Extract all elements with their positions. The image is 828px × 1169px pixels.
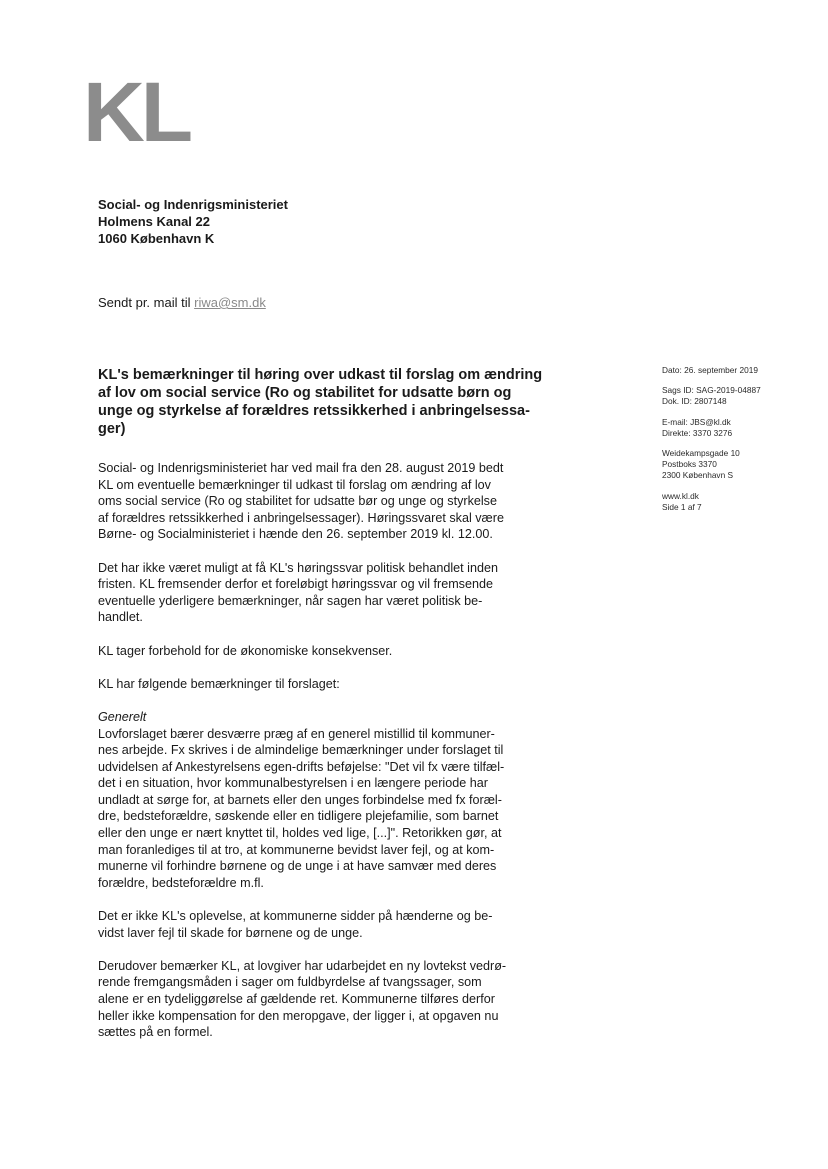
title-line: KL's bemærkninger til høring over udkast til forslag om ændring xyxy=(98,367,543,383)
body-line: alene er en tydeliggørelse af gældende ret. Kommunerne tilføres derfor xyxy=(98,992,495,1006)
meta-pobox: Postboks 3370 xyxy=(662,459,717,470)
meta-email: E-mail: JBS@kl.dk xyxy=(662,416,731,427)
body-line: munerne vil forhindre børnene og de unge i at have samvær med deres xyxy=(98,859,497,874)
meta-case-id: Sags ID: SAG-2019-04887 xyxy=(662,385,761,396)
recipient-city: 1060 København K xyxy=(98,231,215,246)
body-line: udvidelsen af Ankestyrelsens egen-drifts beføjelse: "Det vil fx være tilfæl- xyxy=(98,759,505,774)
meta-date: Dato: 26. september 2019 xyxy=(662,365,758,375)
meta-page: Side 1 af 7 xyxy=(662,501,702,512)
meta-direct: Direkte: 3370 3276 xyxy=(662,427,733,438)
kl-logo: KL xyxy=(82,65,190,159)
recipient-name: Social- og Indenrigsministeriet xyxy=(98,197,288,212)
body-line: fristen. KL fremsender derfor et foreløbigt høringssvar og vil fremsende xyxy=(98,577,493,592)
body-paragraph xyxy=(98,560,558,626)
body-paragraph xyxy=(98,709,558,892)
body-line: Lovforslaget bærer desværre præg af en generel mistillid til kommuner- xyxy=(98,726,495,741)
body-line: det i en situation, hvor kommunalbestyrelsen i en længere periode har xyxy=(98,776,488,791)
recipient-email-link[interactable]: riwa@sm.dk xyxy=(194,295,266,310)
body-line: Det er ikke KL's oplevelse, at kommunerne sidder på hænderne og be- xyxy=(98,909,493,924)
meta-web: www.kl.dk xyxy=(662,490,699,501)
meta-street: Weidekampsgade 10 xyxy=(662,448,740,459)
recipient-street: Holmens Kanal 22 xyxy=(98,214,210,229)
letter-body xyxy=(98,460,558,1057)
body-line: KL om eventuelle bemærkninger til udkast til forslag om ændring af lov xyxy=(98,477,491,492)
body-line: Social- og Indenrigsministeriet har ved mail fra den 28. august 2019 bedt xyxy=(98,461,504,475)
body-line: eventuelle yderligere bemærkninger, når sagen har været politisk be- xyxy=(98,593,483,608)
body-line: KL tager forbehold for de økonomiske konsekvenser. xyxy=(98,643,393,658)
body-line: rende fremgangsmåden i sager om fuldbyrdelse af tvangssager, som xyxy=(98,975,482,990)
body-paragraph xyxy=(98,643,558,660)
body-line: Derudover bemærker KL, at lovgiver har udarbejdet en ny lovtekst vedrø- xyxy=(98,958,507,973)
section-heading: Generelt xyxy=(98,709,147,724)
body-paragraph xyxy=(98,676,558,693)
body-line: vidst laver fejl til skade for børnene og de unge. xyxy=(98,925,363,940)
body-line: heller ikke kompensation for den meropgave, der ligger i, at opgaven nu xyxy=(98,1008,499,1023)
body-line: dre, bedsteforældre, søskende eller en tidligere plejefamilie, som barnet xyxy=(98,809,499,824)
body-paragraph xyxy=(98,958,558,1041)
body-line: forældre, bedsteforældre m.fl. xyxy=(98,875,264,890)
title-line: af lov om social service (Ro og stabilitet for udsatte børn og xyxy=(98,385,512,401)
sent-prefix: Sendt pr. mail til xyxy=(98,295,195,310)
document-title xyxy=(98,366,558,438)
body-line: handlet. xyxy=(98,610,143,625)
meta-doc-id: Dok. ID: 2807148 xyxy=(662,396,727,407)
title-line: ger) xyxy=(98,421,126,437)
title-line: unge og styrkelse af forældres retssikkerhed i anbringelsessa- xyxy=(98,403,530,419)
body-line: Børne- og Socialministeriet i hænde den 26. september 2019 kl. 12.00. xyxy=(98,527,493,542)
body-paragraph xyxy=(98,460,558,543)
body-line: Det har ikke været muligt at få KL's høringssvar politisk behandlet inden xyxy=(98,560,498,575)
body-line: oms social service (Ro og stabilitet for udsatte bør og unge og styrkelse xyxy=(98,494,497,509)
body-line: undladt at sørge for, at barnets eller den unges forbindelse med fx foræl- xyxy=(98,792,502,807)
body-line: man foranlediges til at tro, at kommunerne bevidst laver fejl, og at kom- xyxy=(98,842,495,857)
meta-city: 2300 København S xyxy=(662,470,734,481)
body-line: nes arbejde. Fx skrives i de almindelige bemærkninger under forslaget til xyxy=(98,743,504,758)
document-meta xyxy=(662,365,761,513)
recipient-address xyxy=(98,196,288,247)
body-line: eller den unge er nært knyttet til, holdes ved lige, [...]". Retorikken gør, at xyxy=(98,826,502,841)
body-line: af forældres retssikkerhed i anbringelsessager). Høringssvaret skal være xyxy=(98,510,504,525)
body-line: KL har følgende bemærkninger til forslaget: xyxy=(98,676,340,691)
sent-by-mail xyxy=(98,294,266,311)
body-line: sættes på en formel. xyxy=(98,1025,213,1040)
body-paragraph xyxy=(98,908,558,941)
